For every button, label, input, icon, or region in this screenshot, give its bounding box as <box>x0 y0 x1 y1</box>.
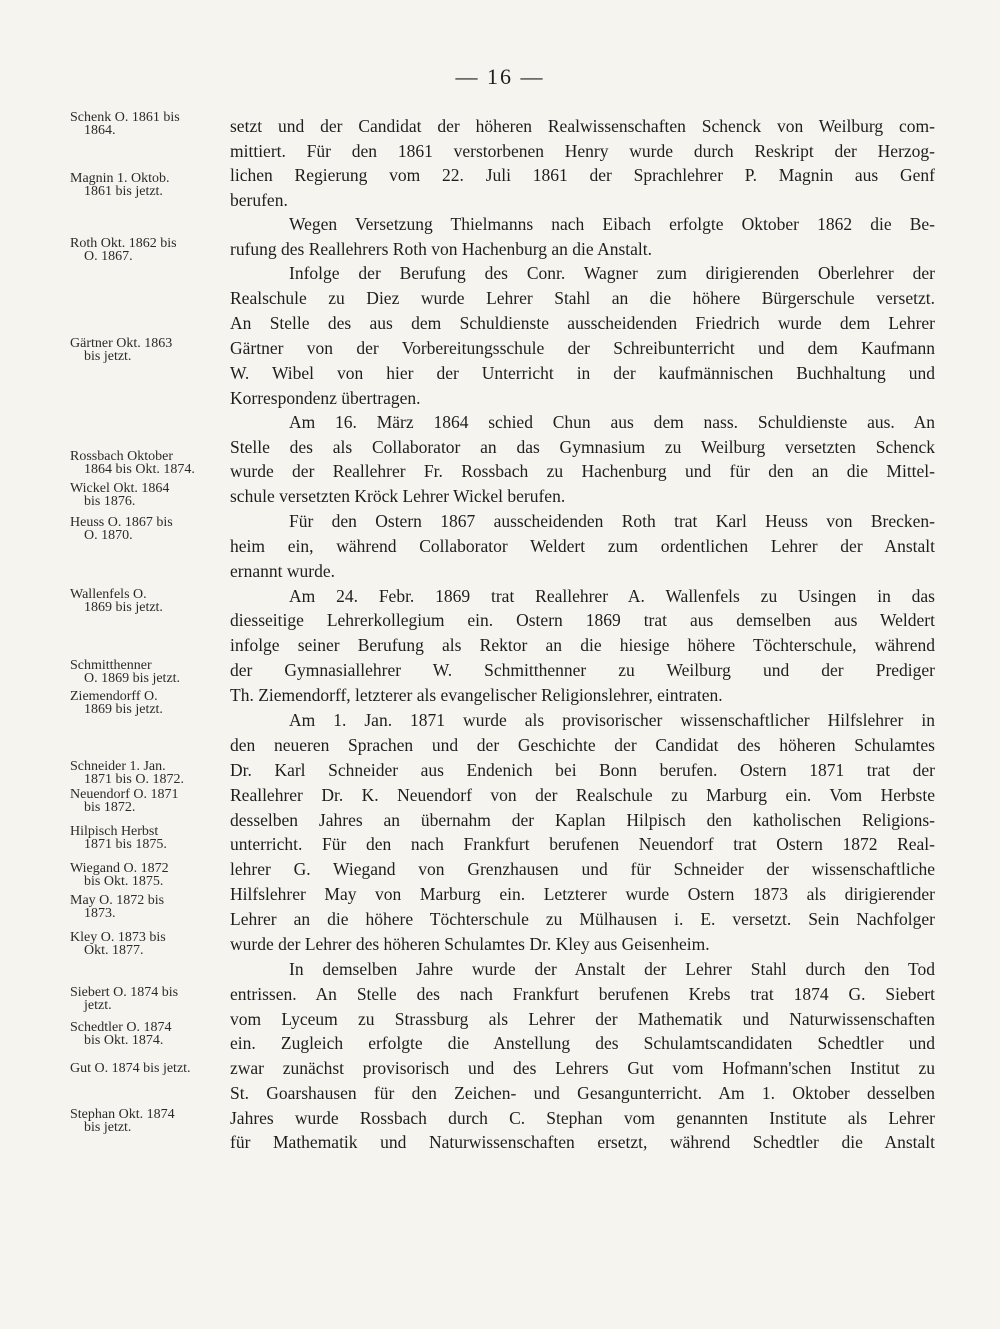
margin-note: Stephan Okt. 1874 bis jetzt. <box>70 1107 175 1135</box>
margin-note: Kley O. 1873 bis Okt. 1877. <box>70 930 166 958</box>
body-line: schule versetzten Kröck Lehrer Wickel berufen. <box>230 486 566 506</box>
margin-note: Siebert O. 1874 bis jetzt. <box>70 985 179 1013</box>
body-line: Lehrer an die höhere Töchterschule zu Mülhausen i. E. versetzt. Sein Nachfolger <box>230 909 935 929</box>
body-line: lehrer G. Wiegand von Grenzhausen und für Schneider der wissenschaftliche <box>230 859 935 879</box>
body-line: vom Lyceum zu Strassburg als Lehrer der Mathematik und Naturwissenschaften <box>230 1009 935 1029</box>
body-line: In demselben Jahre wurde der Anstalt der Lehrer Stahl durch den Tod <box>289 959 935 979</box>
body-line: Hilfslehrer May von Marburg ein. Letzterer wurde Ostern 1873 als dirigierender <box>230 884 935 904</box>
body-line: zwar zunächst provisorisch und des Lehrers Gut vom Hofmann'schen Institut zu <box>230 1058 935 1078</box>
body-line: unterricht. Für den nach Frankfurt berufenen Neuendorf trat Ostern 1872 Real- <box>230 834 935 854</box>
body-line: Am 24. Febr. 1869 trat Reallehrer A. Wallenfels zu Usingen in das <box>289 586 935 606</box>
body-line: der Gymnasiallehrer W. Schmitthenner zu Weilburg und der Prediger <box>230 660 935 680</box>
margin-note: Schenk O. 1861 bis 1864. <box>70 110 180 138</box>
body-line: mittiert. Für den 1861 verstorbenen Henry wurde durch Reskript der Herzog- <box>230 141 935 161</box>
body-line: Am 16. März 1864 schied Chun aus dem nass. Schuldienste aus. An <box>289 412 935 432</box>
body-line: ein. Zugleich erfolgte die Anstellung des Schulamtscandidaten Schedtler und <box>230 1033 935 1053</box>
margin-note: Roth Okt. 1862 bis O. 1867. <box>70 236 177 264</box>
page-number: — 16 — <box>455 64 545 89</box>
body-line: setzt und der Candidat der höheren Realwissenschaften Schenck von Weilburg com- <box>230 116 935 136</box>
margin-note: Gut O. 1874 bis jetzt. <box>70 1061 191 1076</box>
body-line: Jahres wurde Rossbach durch C. Stephan vom genannten Institute als Lehrer <box>230 1108 935 1128</box>
margin-note: Schedtler O. 1874 bis Okt. 1874. <box>70 1020 172 1048</box>
body-line: wurde der Reallehrer Fr. Rossbach zu Hachenburg und für den an die Mittel- <box>230 461 935 481</box>
body-line: St. Goarshausen für den Zeichen- und Gesangunterricht. Am 1. Oktober desselben <box>230 1083 935 1103</box>
margin-note: Wickel Okt. 1864 bis 1876. <box>70 481 170 509</box>
body-line: Für den Ostern 1867 ausscheidenden Roth trat Karl Heuss von Brecken- <box>289 511 935 531</box>
margin-note: Wallenfels O. 1869 bis jetzt. <box>70 587 163 615</box>
body-line: infolge seiner Berufung als Rektor an die hiesige höhere Töchterschule, während <box>230 635 935 655</box>
body-line: für Mathematik und Naturwissenschaften ersetzt, während Schedtler die Anstalt <box>230 1132 935 1152</box>
body-line: Infolge der Berufung des Conr. Wagner zum dirigierenden Oberlehrer der <box>289 263 935 283</box>
body-line: desselben Jahres an übernahm der Kaplan Hilpisch den katholischen Religions- <box>230 810 935 830</box>
body-line: wurde der Lehrer des höheren Schulamtes Dr. Kley aus Geisenheim. <box>230 934 710 954</box>
margin-note: Heuss O. 1867 bis O. 1870. <box>70 515 173 543</box>
body-line: heim ein, während Collaborator Weldert zum ordentlichen Lehrer der Anstalt <box>230 536 935 556</box>
margin-note: Wiegand O. 1872 bis Okt. 1875. <box>70 861 169 889</box>
body-line: entrissen. An Stelle des nach Frankfurt berufenen Krebs trat 1874 G. Siebert <box>230 984 935 1004</box>
body-line: berufen. <box>230 190 288 210</box>
margin-note: Ziemendorff O. 1869 bis jetzt. <box>70 689 163 717</box>
body-line: Th. Ziemendorff, letzterer als evangelischer Religionslehrer, eintraten. <box>230 685 723 705</box>
margin-note: Rossbach Oktober 1864 bis Okt. 1874. <box>70 449 195 477</box>
margin-note: Schneider 1. Jan. 1871 bis O. 1872. <box>70 759 184 787</box>
margin-note: Gärtner Okt. 1863 bis jetzt. <box>70 336 173 364</box>
body-line: Korrespondenz übertragen. <box>230 388 421 408</box>
body-line: diesseitige Lehrerkollegium ein. Ostern 1869 trat aus demselben aus Weldert <box>230 610 935 630</box>
body-line: lichen Regierung vom 22. Juli 1861 der Sprachlehrer P. Magnin aus Genf <box>230 165 935 185</box>
margin-note: Magnin 1. Oktob. 1861 bis jetzt. <box>70 171 170 199</box>
body-line: den neueren Sprachen und der Geschichte der Candidat des höheren Schulamtes <box>230 735 935 755</box>
body-line: W. Wibel von hier der Unterricht in der kaufmännischen Buchhaltung und <box>230 363 935 383</box>
margin-note: May O. 1872 bis 1873. <box>70 893 165 921</box>
body-line: Gärtner von der Vorbereitungsschule der Schreibunterricht und dem Kaufmann <box>230 338 935 358</box>
margin-note: Schmitthenner O. 1869 bis jetzt. <box>70 658 181 686</box>
body-line: Dr. Karl Schneider aus Endenich bei Bonn berufen. Ostern 1871 trat der <box>230 760 935 780</box>
body-line: Wegen Versetzung Thielmanns nach Eibach erfolgte Oktober 1862 die Be- <box>289 214 935 234</box>
body-line: Realschule zu Diez wurde Lehrer Stahl an die höhere Bürgerschule versetzt. <box>230 288 935 308</box>
body-line: Reallehrer Dr. K. Neuendorf von der Realschule zu Marburg ein. Vom Herbste <box>230 785 935 805</box>
margin-note: Neuendorf O. 1871 bis 1872. <box>70 787 179 815</box>
body-line: ernannt wurde. <box>230 561 335 581</box>
body-line: An Stelle des aus dem Schuldienste ausscheidenden Friedrich wurde dem Lehrer <box>230 313 935 333</box>
body-line: Am 1. Jan. 1871 wurde als provisorischer wissenschaftlicher Hilfslehrer in <box>289 710 935 730</box>
body-line: rufung des Reallehrers Roth von Hachenburg an die Anstalt. <box>230 239 653 259</box>
margin-note: Hilpisch Herbst 1871 bis 1875. <box>70 824 167 852</box>
body-line: Stelle des als Collaborator an das Gymnasium zu Weilburg versetzten Schenck <box>230 437 935 457</box>
